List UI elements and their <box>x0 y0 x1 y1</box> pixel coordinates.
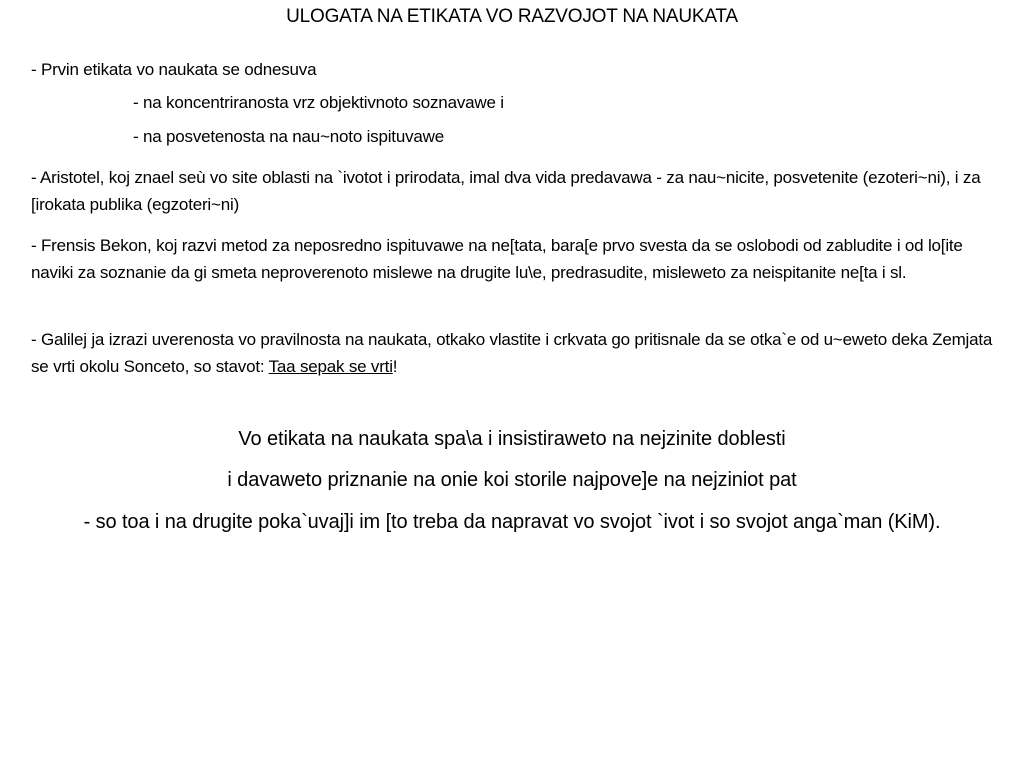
slide-title: ULOGATA NA ETIKATA VO RAZVOJOT NA NAUKATA <box>286 6 738 27</box>
aristotel-paragraph: - Aristotel, koj znael seù vo site oblasti na `ivotot i prirodata, imal dva vida predavawa - za nau~nicite, posvetenite (ezoteri~ni), i za [irokata publika (egzoteri~ni) <box>31 168 981 214</box>
bekon-paragraph: - Frensis Bekon, koj razvi metod za neposredno ispituvawe na ne[tata, bara[e prvo svesta da se oslobodi od zabludite i od lo[ite naviki za soznanie da gi smeta neproverenoto mislewe na drugite lu\e, predrasudite, misleweto za neispitanite ne[ta i sl. <box>31 236 963 282</box>
galilej-paragraph <box>31 326 1009 380</box>
intro-paragraph: - Prvin etikata vo naukata se odnesuva <box>31 60 317 79</box>
conclusion-line: - so toa i na drugite poka`uvaj]i im [to treba da napravat vo svojot `ivot i so svojot anga`man (KiM). <box>83 511 941 533</box>
conclusion-line: i davaweto priznanie na onie koi storile najpove]e na nejziniot pat <box>227 469 797 491</box>
intro-item: - na posvetenosta na nau~noto ispituvawe <box>133 127 444 146</box>
conclusion-line: Vo etikata na naukata spa\a i insistiraweto na nejzinite doblesti <box>238 428 786 450</box>
galilej-quote: Taa sepak se vrti <box>268 357 393 376</box>
galilej-end: ! <box>392 357 398 376</box>
intro-item: - na koncentriranosta vrz objektivnoto soznavawe i <box>133 93 504 112</box>
galilej-text: - Galilej ja izrazi uverenosta vo pravilnosta na naukata, otkako vlastite i crkvata go pritisnale da se otka`e od u~eweto deka Zemjata se vrti okolu Sonceto, so stavot: <box>31 330 993 376</box>
